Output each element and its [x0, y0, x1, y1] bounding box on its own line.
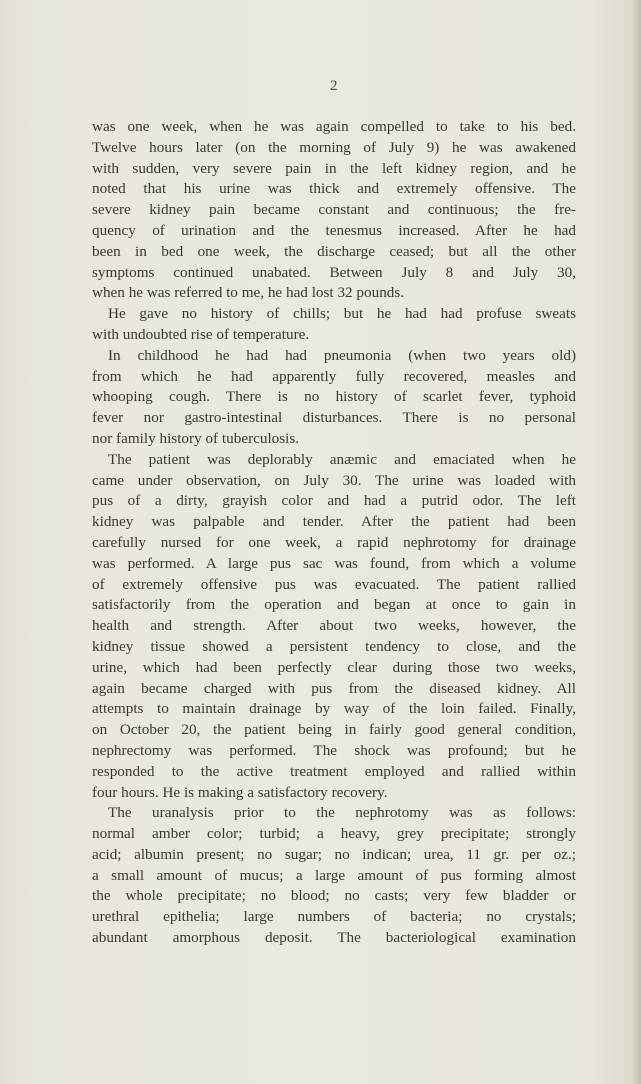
text-line: again became charged with pus from the diseased kidney. All — [92, 679, 576, 697]
text-line: urine, which had been perfectly clear during those two weeks, — [92, 658, 576, 676]
text-line: responded to the active treatment employed and rallied within — [92, 762, 576, 780]
text-line: a small amount of mucus; a large amount of pus forming almost — [92, 866, 576, 884]
text-line: He gave no history of chills; but he had had profuse sweats — [108, 305, 576, 323]
text-line: been in bed one week, the discharge ceased; but all the other — [92, 242, 576, 260]
text-line: nor family history of tuberculosis. — [92, 429, 300, 447]
text-line: carefully nursed for one week, a rapid nephrotomy for drainage — [92, 533, 576, 551]
text-line: acid; albumin present; no sugar; no indican; urea, 11 gr. per oz.; — [92, 845, 576, 863]
text-line: when he was referred to me, he had lost 32 pounds. — [92, 284, 405, 302]
page-edge-shadow — [631, 0, 641, 1084]
text-line: fever nor gastro-intestinal disturbances. There is no personal — [92, 409, 576, 427]
text-line: whooping cough. There is no history of scarlet fever, typhoid — [92, 388, 576, 406]
text-line: with sudden, very severe pain in the left kidney region, and he — [92, 159, 576, 177]
text-line: kidney was palpable and tender. After the patient had been — [92, 513, 576, 531]
text-line: quency of urination and the tenesmus increased. After he had — [92, 221, 576, 239]
text-line: satisfactorily from the operation and began at once to gain in — [92, 596, 576, 614]
text-line: on October 20, the patient being in fairly good general condition, — [92, 721, 576, 739]
text-line: urethral epithelia; large numbers of bacteria; no crystals; — [92, 908, 576, 926]
text-line: was performed. A large pus sac was found, from which a volume — [92, 554, 576, 572]
text-line: nephrectomy was performed. The shock was profound; but he — [92, 741, 576, 759]
text-line: normal amber color; turbid; a heavy, grey precipitate; strongly — [92, 825, 576, 843]
text-line: abundant amorphous deposit. The bacteriological examination — [92, 929, 576, 947]
body-text — [92, 117, 576, 949]
text-line: The patient was deplorably anæmic and emaciated when he — [108, 450, 576, 468]
text-line: health and strength. After about two weeks, however, the — [92, 617, 576, 635]
text-line: symptoms continued unabated. Between July 8 and July 30, — [92, 263, 576, 281]
text-line: Twelve hours later (on the morning of July 9) he was awakened — [92, 138, 576, 156]
text-line: came under observation, on July 30. The urine was loaded with — [92, 471, 576, 489]
text-line: In childhood he had had pneumonia (when two years old) — [108, 346, 576, 364]
text-line: severe kidney pain became constant and continuous; the fre- — [92, 201, 576, 219]
text-line: The uranalysis prior to the nephrotomy was as follows: — [108, 804, 576, 822]
page-number: 2 — [330, 78, 339, 94]
text-line: noted that his urine was thick and extremely offensive. The — [92, 180, 576, 198]
text-line: with undoubted rise of temperature. — [92, 325, 310, 343]
text-line: attempts to maintain drainage by way of the loin failed. Finally, — [92, 700, 576, 718]
text-line: was one week, when he was again compelled to take to his bed. — [92, 118, 576, 135]
text-line: from which he had apparently fully recovered, measles and — [92, 367, 576, 385]
text-line: the whole precipitate; no blood; no casts; very few bladder or — [92, 887, 576, 905]
text-line: pus of a dirty, grayish color and had a putrid odor. The left — [92, 492, 576, 510]
text-line: four hours. He is making a satisfactory recovery. — [92, 783, 388, 801]
text-line: kidney tissue showed a persistent tendency to close, and the — [92, 637, 576, 655]
text-line: of extremely offensive pus was evacuated. The patient rallied — [92, 575, 576, 593]
